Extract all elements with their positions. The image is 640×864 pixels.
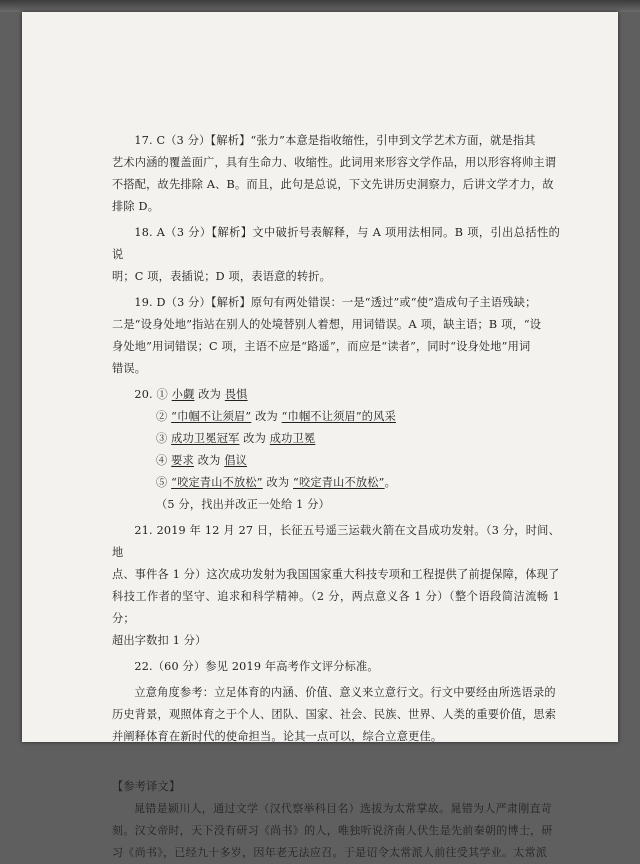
change-word: 改为 <box>255 410 278 423</box>
change-word: 改为 <box>266 476 290 489</box>
item-number: 20. ① <box>134 388 168 401</box>
translation-line: 习《尚书》，已经九十多岁，因年老无法应召。于是诏令太常派人前往受其学业。太常派 <box>112 846 548 859</box>
answer-19-line: 身处地”用词错误；C 项，主语不应是“路遥”，而应是“读者”，同时“设身处地”用词 <box>112 340 531 353</box>
essay-guidance <box>112 682 560 748</box>
item-number: ④ <box>156 454 168 467</box>
guidance-line: 历史背景，观照体育之于个人、团队、国家、社会、民族、世界、人类的重要价值，思索 <box>112 708 557 721</box>
corrected-word: “咬定青山不放松” <box>293 476 385 489</box>
corrected-word: 成功卫冕 <box>269 432 316 445</box>
item-number: ⑤ <box>156 476 168 489</box>
document-page <box>22 12 618 859</box>
answer-19-line: 错误。 <box>112 362 147 375</box>
corrected-word: “巾帼不让须眉”的风采 <box>281 410 396 423</box>
item-number: ③ <box>156 432 168 445</box>
answer-21 <box>112 520 560 652</box>
answer-19-line: 二是“设身处地”指站在别人的处境替别人着想，用词错误。A 项，缺主语；B 项，“设 <box>112 318 542 331</box>
scoring-note: （5 分，找出并改正一处给 1 分） <box>156 498 330 511</box>
viewer-top-edge <box>0 0 640 12</box>
answer-21-line: 科技工作者的坚守、追求和科学精神。（2 分，两点意义各 1 分）（整个语段简洁流畅 1 分； <box>112 590 560 625</box>
answer-17 <box>112 130 560 218</box>
correction-item <box>112 428 560 450</box>
original-word: 小觑 <box>171 388 195 401</box>
answer-21-line: 21. 2019 年 12 月 27 日，长征五号遥三运载火箭在文昌成功发射。（3 分，时间、地 <box>112 524 560 559</box>
answer-21-line: 超出字数扣 1 分） <box>112 634 207 647</box>
change-word: 改为 <box>243 432 267 445</box>
guidance-line: 并阐释体育在新时代的使命担当。论其一点可以，综合立意更佳。 <box>112 730 443 743</box>
answer-19-line: 19. D（3 分）【解析】原句有两处错误：一是“透过”或“使”造成句子主语残缺； <box>134 296 537 309</box>
item-number: ② <box>156 410 168 423</box>
correction-item <box>112 384 560 406</box>
original-word: 成功卫冕冠军 <box>171 432 240 445</box>
correction-item <box>112 450 560 472</box>
answer-18-line: 明；C 项，表插说；D 项，表语意的转折。 <box>112 270 332 283</box>
translation-line: 刻。汉文帝时，天下没有研习《尚书》的人，唯独听说济南人伏生是先前秦朝的博士，研 <box>112 824 553 837</box>
change-word: 改为 <box>198 388 222 401</box>
answer-17-line: 艺术内涵的覆盖面广，具有生命力、收缩性。此词用来形容文学作品，用以形容将帅主谓 <box>112 156 557 169</box>
original-word: “咬定青山不放松” <box>171 476 263 489</box>
original-word: “巾帼不让须眉” <box>171 410 252 423</box>
answer-17-line: 排除 D。 <box>112 200 160 213</box>
reference-translation <box>112 798 560 864</box>
page-content <box>112 130 560 864</box>
answer-17-line: 不搭配，故先排除 A、B。而且，此句是总说，下文先讲历史洞察力，后讲文学才力，故 <box>112 178 554 191</box>
answer-22-line: 22.（60 分）参见 2019 年高考作文评分标准。 <box>134 660 379 673</box>
correction-item <box>112 406 560 428</box>
corrected-word: 倡议 <box>224 454 248 467</box>
translation-line: 晁错是颍川人，通过文学（汉代察举科目名）选拔为太常掌故。晁错为人严肃刚直苛 <box>134 802 553 815</box>
correction-item <box>112 472 560 494</box>
answer-21-line: 点、事件各 1 分）这次成功发射为我国国家重大科技专项和工程提供了前提保障，体现了 <box>112 568 560 581</box>
reference-translation-title: 【参考译文】 <box>112 780 181 793</box>
answer-17-line: 17. C（3 分）【解析】“张力”本意是指收缩性，引申到文学艺术方面，就是指其 <box>134 134 536 147</box>
answer-19 <box>112 292 560 380</box>
guidance-line: 立意角度参考：立足体育的内涵、价值、意义来立意行文。行文中要经由所选语录的 <box>134 686 556 699</box>
answer-18-line: 18. A（3 分）【解析】文中破折号表解释，与 A 项用法相同。B 项，引出总括性的说 <box>112 226 560 261</box>
corrected-word: 畏惧 <box>224 388 248 401</box>
original-word: 要求 <box>171 454 194 467</box>
answer-18 <box>112 222 560 288</box>
change-word: 改为 <box>197 454 221 467</box>
item-tail: 。 <box>384 476 396 489</box>
answer-20 <box>112 384 560 516</box>
answer-22 <box>112 656 560 678</box>
